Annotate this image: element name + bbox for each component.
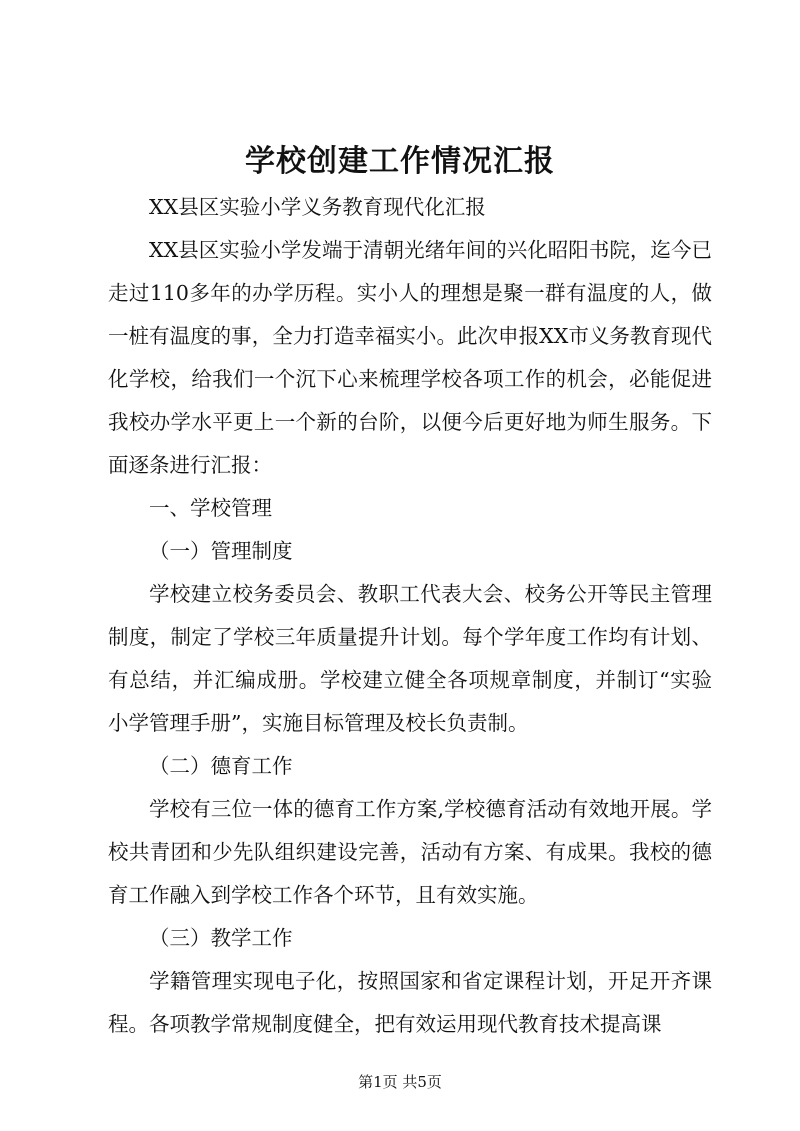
subsection-heading-moral: （二）德育工作 — [149, 754, 293, 778]
subsection-heading-teaching: （三）教学工作 — [149, 926, 293, 950]
paragraph-subtitle: XX县区实验小学义务教育现代化汇报 — [149, 195, 486, 219]
section-heading-management: 一、学校管理 — [149, 496, 272, 520]
paragraph-teaching: 学籍管理实现电子化，按照国家和省定课程计划，开足开齐课程。各项教学常规制度健全，把有效运用现代教育技术提高课 — [108, 969, 712, 1036]
document-title: 学校创建工作情况汇报 — [245, 144, 555, 179]
subsection-heading-system: （一）管理制度 — [149, 539, 293, 563]
paragraph-moral: 学校有三位一体的德育工作方案,学校德育活动有效地开展。学校共青团和少先队组织建设完善，活动有方案、有成果。我校的德育工作融入到学校工作各个环节，且有效实施。 — [108, 797, 712, 907]
paragraph-system: 学校建立校务委员会、教职工代表大会、校务公开等民主管理制度，制定了学校三年质量提升计划。每个学年度工作均有计划、有总结，并汇编成册。学校建立健全各项规章制度，并制订“实验小学管理手册”，实施目标管理及校长负责制。 — [108, 582, 712, 735]
page-number: 第1页 共5页 — [358, 1073, 442, 1091]
document-body — [108, 186, 712, 1046]
paragraph-intro: XX县区实验小学发端于清朝光绪年间的兴化昭阳书院，迄今已走过110多年的办学历程。实小人的理想是聚一群有温度的人，做一桩有温度的事，全力打造幸福实小。此次申报XX市义务教育现代化学校，给我们一个沉下心来梳理学校各项工作的机会，必能促进我校办学水平更上一个新的台阶，以便今后更好地为师生服务。下面逐条进行汇报： — [108, 238, 712, 477]
